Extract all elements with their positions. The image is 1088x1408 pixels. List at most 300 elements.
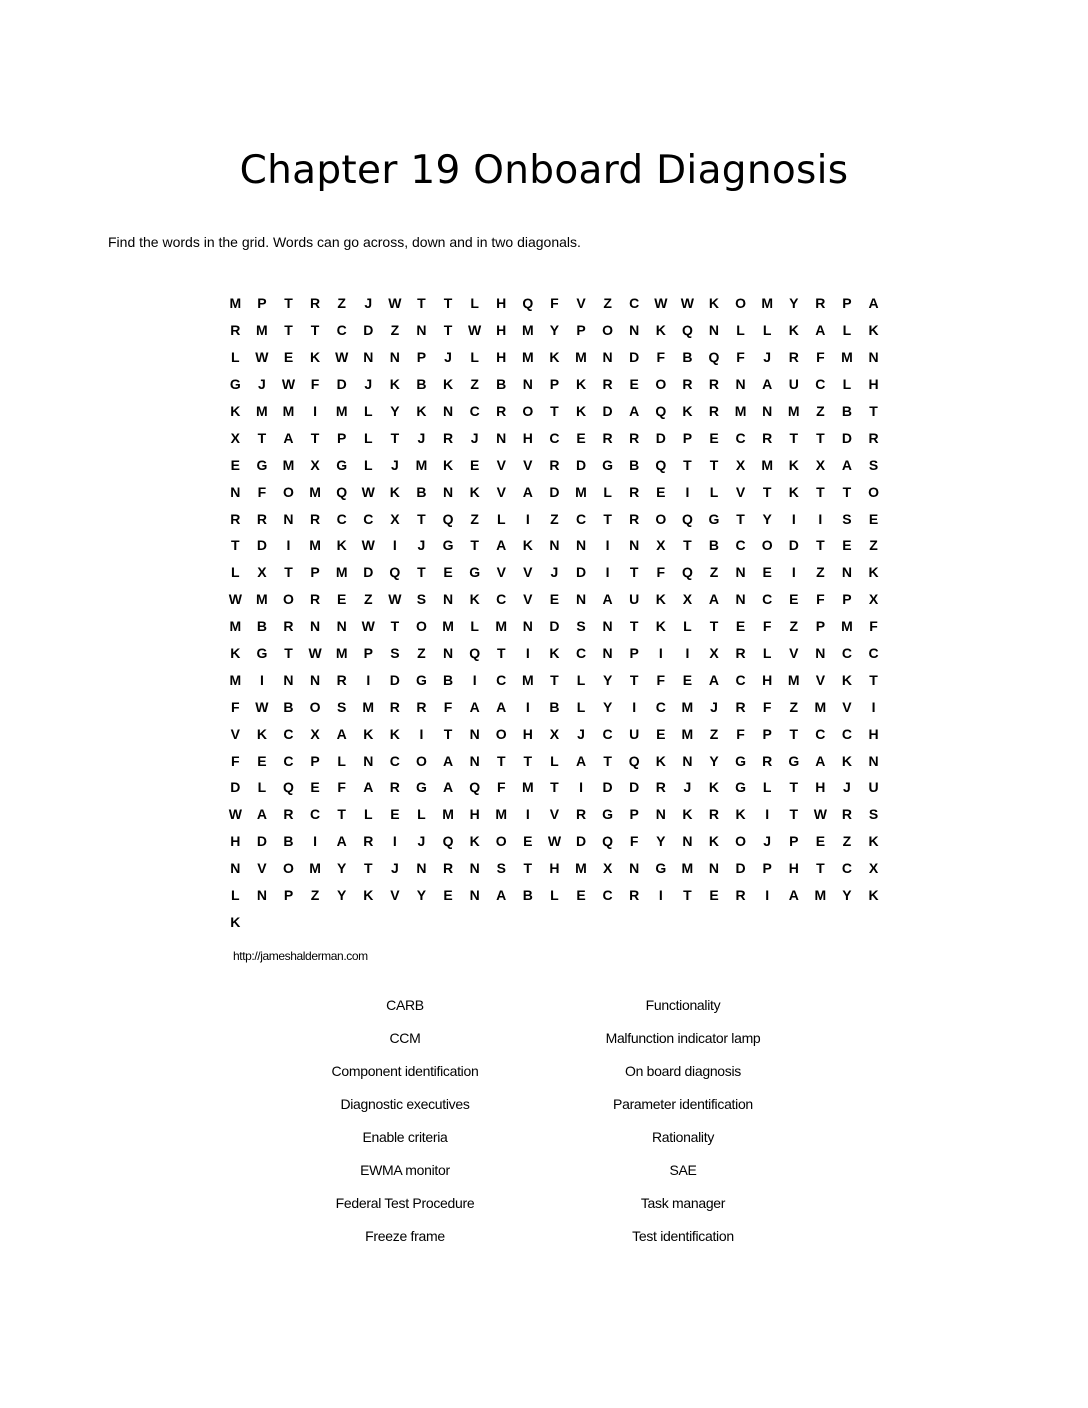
grid-letter: V [549, 806, 560, 823]
grid-letter: F [816, 349, 825, 366]
grid-letter: A [575, 752, 587, 769]
grid-letter: N [762, 403, 773, 419]
grid-letter: M [575, 483, 587, 500]
grid-letter: A [442, 752, 454, 769]
grid-letter: D [575, 833, 587, 850]
grid-letter: C [389, 752, 400, 769]
grid-letter: K [469, 483, 480, 500]
grid-letter: T [816, 483, 825, 500]
grid-letter: G [788, 752, 800, 769]
grid-letter: R [815, 295, 826, 312]
grid-letter: S [496, 860, 506, 877]
grid-letter: I [259, 671, 264, 688]
grid-letter: N [868, 752, 879, 769]
grid-letter: N [230, 860, 241, 877]
grid-letter: T [310, 429, 320, 446]
grid-letter: L [550, 752, 559, 769]
grid-letter: J [550, 564, 559, 581]
grid-letter: W [468, 322, 482, 339]
grid-letter: T [789, 779, 799, 796]
grid-letter: I [525, 698, 530, 715]
grid-letter: I [791, 564, 796, 581]
grid-letter: K [841, 752, 853, 769]
grid-letter: M [575, 860, 587, 877]
grid-letter: M [335, 564, 348, 581]
grid-letter: Q [602, 833, 614, 850]
grid-letter: T [629, 618, 639, 635]
grid-letter: P [789, 833, 799, 850]
grid-letter: R [602, 429, 613, 446]
grid-letter: F [656, 671, 666, 688]
grid-letter: P [762, 860, 772, 877]
grid-letter: I [392, 833, 397, 850]
grid-letter: K [868, 887, 879, 904]
grid-letter: K [868, 322, 879, 339]
grid-letter: N [496, 429, 507, 446]
grid-letter: T [284, 645, 293, 662]
grid-letter: K [708, 779, 720, 796]
grid-letter: L [842, 376, 852, 393]
word-list-item: Federal Test Procedure [335, 1195, 475, 1211]
grid-letter: J [364, 376, 373, 393]
grid-letter: T [443, 295, 453, 312]
grid-letter: C [841, 725, 853, 742]
grid-letter: C [735, 671, 746, 688]
grid-letter: C [815, 725, 826, 742]
grid-letter: S [576, 618, 586, 635]
grid-letter: J [417, 537, 426, 554]
grid-letter: M [256, 403, 268, 419]
grid-letter: K [708, 833, 720, 850]
grid-letter: R [735, 645, 746, 662]
grid-letter: W [255, 349, 269, 366]
grid-letter: Q [681, 564, 693, 581]
grid-letter: B [682, 349, 693, 366]
grid-letter: N [602, 645, 613, 662]
grid-letter: R [841, 806, 853, 823]
word-list-item: Component identification [331, 1063, 479, 1079]
grid-letter: N [629, 322, 640, 339]
grid-letter: L [470, 618, 479, 635]
grid-letter: G [256, 645, 268, 662]
grid-letter: N [469, 887, 480, 904]
grid-letter: T [709, 456, 719, 473]
word-search-grid [222, 290, 887, 935]
grid-letter: J [763, 349, 772, 366]
grid-letter: V [230, 725, 240, 742]
grid-letter: X [682, 591, 693, 608]
grid-letter: M [681, 698, 694, 715]
grid-letter: T [816, 860, 825, 877]
grid-letter: T [629, 564, 639, 581]
grid-letter: Q [442, 833, 454, 850]
grid-letter: R [549, 456, 560, 473]
grid-letter: A [336, 833, 347, 850]
grid-letter: H [496, 349, 507, 366]
grid-letter: V [496, 564, 506, 581]
grid-letter: Z [337, 295, 346, 312]
grid-letter: A [522, 483, 533, 500]
grid-letter: I [765, 887, 770, 904]
grid-letter: Z [363, 591, 373, 608]
grid-letter: C [602, 725, 613, 742]
grid-letter: M [761, 456, 773, 473]
grid-letter: W [255, 698, 269, 715]
grid-letter: T [284, 564, 293, 581]
grid-letter: N [708, 322, 720, 339]
grid-letter: I [286, 537, 291, 554]
grid-letter: R [283, 618, 294, 635]
grid-letter: P [416, 349, 427, 366]
grid-letter: I [791, 510, 796, 527]
grid-letter: I [685, 645, 690, 662]
grid-letter: X [310, 725, 320, 742]
grid-letter: H [496, 322, 507, 339]
grid-letter: K [655, 322, 666, 339]
grid-letter: A [283, 429, 294, 446]
grid-letter: Z [816, 403, 825, 419]
grid-letter: T [762, 483, 772, 500]
word-list-item: Rationality [651, 1129, 715, 1145]
grid-letter: K [655, 618, 666, 635]
grid-letter: T [390, 429, 400, 446]
grid-letter: J [257, 376, 266, 393]
grid-letter: E [709, 429, 719, 446]
grid-letter: O [522, 403, 534, 419]
grid-letter: Y [602, 671, 613, 688]
grid-letter: Z [709, 564, 719, 581]
grid-letter: T [789, 429, 799, 446]
grid-letter: Z [842, 833, 852, 850]
grid-letter: Y [416, 887, 427, 904]
grid-letter: O [416, 752, 427, 769]
word-list-item: Malfunction indicator lamp [605, 1030, 761, 1046]
grid-letter: N [735, 564, 746, 581]
grid-letter: T [869, 671, 878, 688]
grid-letter: O [602, 322, 614, 339]
grid-letter: L [842, 322, 852, 339]
grid-letter: M [521, 349, 534, 366]
grid-letter: D [629, 349, 640, 366]
grid-letter: V [523, 591, 533, 608]
grid-letter: W [361, 618, 375, 635]
grid-letter: N [389, 349, 400, 366]
grid-letter: C [762, 591, 773, 608]
grid-letter: C [841, 860, 853, 877]
grid-letter: Z [789, 698, 799, 715]
grid-letter: E [682, 671, 693, 688]
grid-letter: Q [681, 322, 693, 339]
grid-letter: X [310, 456, 320, 473]
grid-letter: R [602, 376, 613, 393]
grid-letter: R [629, 429, 640, 446]
grid-letter: I [525, 645, 530, 662]
grid-letter: F [736, 349, 745, 366]
grid-letter: T [709, 618, 719, 635]
grid-letter: E [762, 564, 772, 581]
instructions-text: Find the words in the grid. Words can go across, down and in two diagonals. [108, 234, 581, 250]
grid-letter: T [470, 537, 479, 554]
grid-letter: M [229, 671, 242, 688]
grid-letter: H [815, 779, 826, 796]
grid-letter: S [337, 698, 347, 715]
grid-letter: F [656, 349, 666, 366]
grid-letter: M [521, 779, 534, 796]
grid-letter: R [496, 403, 507, 419]
grid-letter: W [361, 483, 375, 500]
grid-letter: J [444, 349, 452, 366]
grid-letter: K [868, 833, 879, 850]
grid-letter: A [496, 537, 507, 554]
grid-letter: J [470, 429, 479, 446]
grid-letter: W [680, 295, 694, 312]
grid-letter: V [576, 295, 586, 312]
grid-letter: M [495, 806, 508, 823]
grid-letter: F [231, 698, 240, 715]
grid-letter: T [736, 510, 745, 527]
grid-letter: W [547, 833, 562, 850]
grid-letter: L [709, 483, 719, 500]
grid-letter: N [416, 322, 427, 339]
grid-letter: E [337, 591, 347, 608]
grid-letter: T [496, 645, 506, 662]
grid-letter: T [443, 725, 453, 742]
grid-letter: L [762, 779, 772, 796]
grid-letter: U [629, 725, 640, 742]
grid-letter: E [576, 887, 586, 904]
grid-letter: Y [337, 887, 347, 904]
grid-letter: T [337, 806, 346, 823]
grid-letter: K [363, 887, 374, 904]
word-list-item: Test identification [632, 1228, 734, 1244]
grid-letter: J [364, 295, 373, 312]
grid-letter: A [815, 752, 826, 769]
grid-letter: X [709, 645, 719, 662]
grid-letter: A [363, 779, 374, 796]
grid-letter: K [788, 456, 799, 473]
grid-letter: T [629, 671, 639, 688]
word-list-item: EWMA monitor [360, 1162, 450, 1178]
grid-letter: R [655, 779, 666, 796]
grid-letter: A [868, 295, 879, 312]
grid-letter: M [787, 671, 800, 688]
grid-letter: N [442, 645, 454, 662]
grid-letter: A [469, 698, 480, 715]
grid-letter: Z [470, 376, 479, 393]
grid-letter: D [629, 779, 640, 796]
grid-letter: T [443, 322, 453, 339]
grid-letter: C [655, 698, 666, 715]
grid-letter: X [230, 429, 240, 446]
grid-letter: Z [789, 618, 799, 635]
grid-letter: F [550, 295, 559, 312]
grid-letter: V [523, 456, 533, 473]
grid-letter: N [575, 591, 587, 608]
grid-letter: Q [469, 779, 481, 796]
grid-letter: C [336, 510, 347, 527]
grid-letter: M [309, 483, 321, 500]
grid-letter: E [230, 456, 240, 473]
grid-letter: R [363, 833, 374, 850]
grid-letter: M [415, 456, 428, 473]
grid-letter: R [389, 779, 400, 796]
grid-letter: L [496, 510, 506, 527]
grid-letter: J [683, 779, 692, 796]
grid-letter: T [523, 752, 533, 769]
grid-letter: G [416, 779, 427, 796]
grid-letter: Z [310, 887, 320, 904]
grid-letter: T [417, 510, 426, 527]
grid-letter: N [735, 591, 746, 608]
grid-letter: N [682, 752, 693, 769]
grid-letter: T [284, 295, 293, 312]
grid-letter: T [789, 725, 799, 742]
grid-letter: P [842, 295, 852, 312]
grid-letter: Y [390, 403, 400, 419]
grid-letter: E [310, 779, 320, 796]
grid-letter: P [842, 591, 852, 608]
grid-letter: M [256, 591, 268, 608]
grid-letter: G [708, 510, 720, 527]
grid-letter: Q [628, 752, 640, 769]
grid-letter: T [417, 564, 426, 581]
grid-letter: R [310, 510, 321, 527]
grid-letter: H [868, 376, 879, 393]
grid-letter: T [550, 779, 559, 796]
grid-letter: L [337, 752, 346, 769]
grid-letter: A [708, 671, 720, 688]
grid-letter: M [309, 860, 321, 877]
grid-letter: R [575, 806, 587, 823]
grid-letter: N [442, 483, 454, 500]
grid-letter: D [336, 376, 347, 393]
grid-letter: A [336, 725, 347, 742]
grid-letter: L [231, 887, 240, 904]
grid-letter: K [256, 725, 267, 742]
grid-letter: I [313, 403, 318, 419]
grid-letter: Q [469, 645, 481, 662]
grid-letter: W [388, 591, 402, 608]
grid-letter: N [230, 483, 241, 500]
word-list-item: CARB [386, 997, 424, 1013]
grid-letter: M [442, 618, 454, 635]
grid-letter: A [442, 779, 454, 796]
grid-letter: A [815, 322, 826, 339]
grid-letter: T [816, 537, 825, 554]
grid-letter: N [469, 860, 480, 877]
grid-letter: R [629, 887, 640, 904]
grid-letter: K [230, 403, 241, 419]
grid-letter: N [868, 349, 879, 366]
grid-letter: E [443, 564, 453, 581]
grid-letter: M [442, 806, 454, 823]
grid-letter: X [549, 725, 560, 742]
grid-letter: F [762, 698, 772, 715]
grid-letter: I [313, 833, 318, 850]
grid-letter: K [682, 403, 693, 419]
grid-letter: X [735, 456, 746, 473]
grid-letter: P [257, 295, 267, 312]
grid-letter: R [868, 429, 879, 446]
grid-letter: E [868, 510, 879, 527]
grid-letter: D [363, 564, 374, 581]
grid-letter: M [362, 698, 375, 715]
grid-letter: W [308, 645, 322, 662]
grid-letter: N [363, 349, 374, 366]
grid-letter: A [841, 456, 853, 473]
page-title: Chapter 19 Onboard Diagnosis [239, 148, 849, 193]
grid-letter: N [602, 349, 613, 366]
grid-letter: D [230, 779, 241, 796]
grid-letter: M [734, 403, 747, 419]
grid-letter: M [814, 698, 827, 715]
grid-letter: E [656, 483, 666, 500]
grid-letter: S [390, 645, 400, 662]
grid-letter: T [603, 510, 612, 527]
word-list-item: SAE [669, 1162, 697, 1178]
grid-letter: T [816, 429, 825, 446]
grid-letter: X [390, 510, 400, 527]
grid-letter: T [390, 618, 400, 635]
grid-letter: F [869, 618, 878, 635]
grid-letter: G [416, 671, 427, 688]
grid-letter: E [709, 887, 719, 904]
grid-letter: B [416, 483, 427, 500]
word-list-item: Functionality [645, 997, 721, 1013]
grid-letter: I [765, 806, 770, 823]
grid-letter: G [256, 456, 268, 473]
grid-letter: W [654, 295, 668, 312]
grid-letter: C [363, 510, 374, 527]
grid-letter: M [229, 295, 242, 312]
grid-letter: R [682, 376, 693, 393]
grid-letter: Z [709, 725, 719, 742]
grid-letter: N [522, 618, 533, 635]
grid-letter: O [309, 698, 321, 715]
grid-letter: O [868, 483, 879, 500]
grid-letter: O [416, 618, 427, 635]
grid-letter: E [549, 591, 560, 608]
grid-letter: R [230, 322, 241, 339]
grid-letter: J [390, 860, 399, 877]
grid-letter: B [416, 376, 427, 393]
grid-letter: B [708, 537, 720, 554]
grid-letter: Z [390, 322, 400, 339]
grid-letter: H [868, 725, 879, 742]
grid-letter: R [389, 698, 400, 715]
grid-letter: G [735, 752, 747, 769]
grid-letter: X [868, 591, 879, 608]
grid-letter: C [841, 645, 853, 662]
grid-letter: K [549, 645, 560, 662]
grid-letter: G [655, 860, 667, 877]
grid-letter: A [788, 887, 799, 904]
grid-letter: Y [602, 698, 613, 715]
grid-letter: E [735, 618, 746, 635]
grid-letter: K [230, 645, 241, 662]
grid-letter: C [469, 403, 480, 419]
grid-letter: V [842, 698, 852, 715]
grid-letter: Z [603, 295, 612, 312]
grid-letter: K [788, 322, 799, 339]
grid-letter: L [257, 779, 267, 796]
grid-letter: N [256, 887, 267, 904]
grid-letter: K [522, 537, 533, 554]
grid-letter: V [496, 456, 506, 473]
grid-letter: K [389, 483, 400, 500]
grid-letter: R [310, 591, 321, 608]
grid-letter: N [575, 537, 587, 554]
